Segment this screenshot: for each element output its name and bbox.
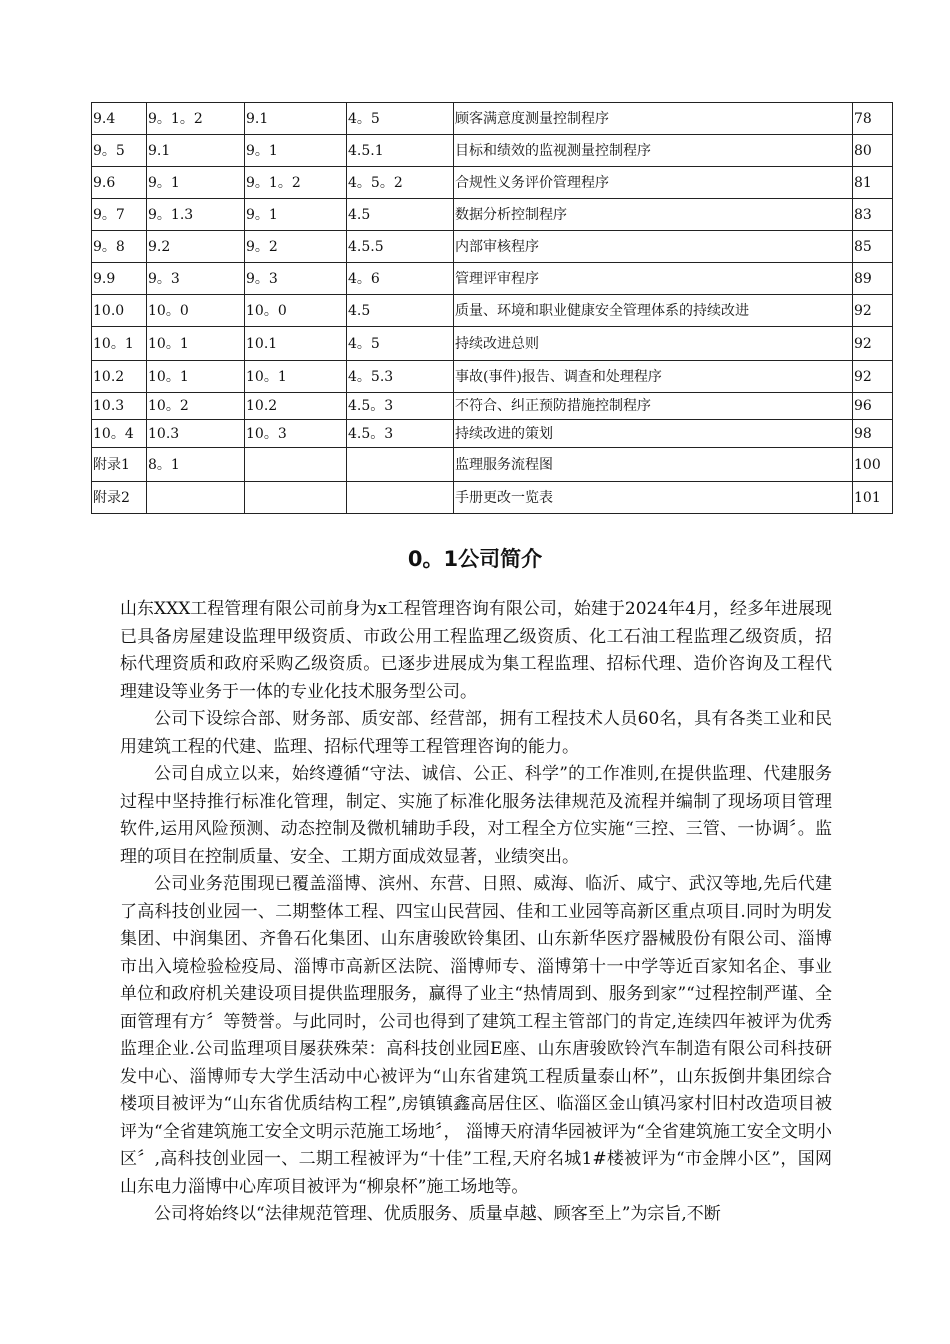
clause-number: 9.9 <box>92 263 147 295</box>
ohsas-clause: 4。5.3 <box>347 361 454 393</box>
table-row <box>92 135 893 167</box>
iso14001-clause: 9。3 <box>245 263 347 295</box>
page-number: 81 <box>853 167 893 199</box>
procedure-title: 内部审核程序 <box>454 231 853 263</box>
clause-number: 10。1 <box>92 327 147 361</box>
iso9001-clause: 10。1 <box>147 327 245 361</box>
iso9001-clause: 10。2 <box>147 393 245 420</box>
procedure-title: 管理评审程序 <box>454 263 853 295</box>
ohsas-clause: 4.5 <box>347 295 454 327</box>
clause-number: 10。4 <box>92 420 147 448</box>
table-row <box>92 295 893 327</box>
iso9001-clause: 10。1 <box>147 361 245 393</box>
ohsas-clause: 4.5。3 <box>347 420 454 448</box>
iso14001-clause: 10。3 <box>245 420 347 448</box>
clause-number: 10.2 <box>92 361 147 393</box>
page-number: 83 <box>853 199 893 231</box>
iso9001-clause: 8。1 <box>147 448 245 482</box>
paragraph: 公司业务范围现已覆盖淄博、滨州、东营、日照、威海、临沂、咸宁、武汉等地,先后代建了高科技创业园一、二期整体工程、四宝山民营园、佳和工业园等高新区重点项目.同时为明发集团、中润集团、齐鲁石化集团、山东唐骏欧铃集团、山东新华医疗器械股份有限公司、淄博市出入境检验检疫局、淄博市高新区法院、淄博师专、淄博第十一中学等近百家知名企、事业单位和政府机关建设项目提供监理服务，赢得了业主“热情周到、服务到家”“过程控制严谨、全面管理有方〞等赞誉。与此同时，公司也得到了建筑工程主管部门的肯定,连续四年被评为优秀监理企业.公司监理项目屡获殊荣：高科技创业园E座、山东唐骏欧铃汽车制造有限公司科技研发中心、淄博师专大学生活动中心被评为“山东省建筑工程质量泰山杯”，山东扳倒井集团综合楼项目被评为“山东省优质结构工程”,房镇镇鑫高居住区、临淄区金山镇冯家村旧村改造项目被评为“全省建筑施工安全文明示范施工场地〞， 淄博天府清华园被评为“全省建筑施工安全文明小区〞,高科技创业园一、二期工程被评为“十佳”工程,天府名城1#楼被评为“市金牌小区”，国网山东电力淄博中心库项目被评为“柳泉杯”施工场地等。 <box>120 874 832 1197</box>
procedure-title: 持续改进总则 <box>454 327 853 361</box>
iso9001-clause: 10。0 <box>147 295 245 327</box>
iso9001-clause: 9。1 <box>147 167 245 199</box>
iso9001-clause: 9。1.3 <box>147 199 245 231</box>
clause-number: 9。7 <box>92 199 147 231</box>
ohsas-clause: 4.5 <box>347 199 454 231</box>
procedure-title: 顾客满意度测量控制程序 <box>454 103 853 135</box>
page-number: 92 <box>853 295 893 327</box>
iso14001-clause: 10.1 <box>245 327 347 361</box>
company-profile-text <box>120 596 832 1229</box>
clause-number: 10.0 <box>92 295 147 327</box>
procedure-title: 监理服务流程图 <box>454 448 853 482</box>
iso14001-clause: 9.1 <box>245 103 347 135</box>
iso14001-clause: 9。2 <box>245 231 347 263</box>
iso9001-clause: 10.3 <box>147 420 245 448</box>
iso9001-clause: 9。1。2 <box>147 103 245 135</box>
ohsas-clause: 4。5 <box>347 103 454 135</box>
ohsas-clause <box>347 482 454 514</box>
page-number: 101 <box>853 482 893 514</box>
iso9001-clause <box>147 482 245 514</box>
iso14001-clause: 9。1。2 <box>245 167 347 199</box>
paragraph: 公司将始终以“法律规范管理、优质服务、质量卓越、顾客至上”为宗旨,不断 <box>154 1204 721 1224</box>
paragraph: 山东XXX工程管理有限公司前身为x工程管理咨询有限公司，始建于2024年4月，经多年进展现已具备房屋建设监理甲级资质、市政公用工程监理乙级资质、化工石油工程监理乙级资质，招标代理资质和政府采购乙级资质。已逐步进展成为集工程监理、招标代理、造价咨询及工程代理建设等业务于一体的专业化技术服务型公司。 <box>120 599 832 702</box>
iso14001-clause <box>245 448 347 482</box>
toc-table <box>91 102 893 514</box>
clause-number: 9。8 <box>92 231 147 263</box>
paragraph: 公司自成立以来，始终遵循“守法、诚信、公正、科学”的工作准则,在提供监理、代建服务过程中坚持推行标准化管理，制定、实施了标准化服务法律规范及流程并编制了现场项目管理软件,运用风险预测、动态控制及微机辅助手段，对工程全方位实施“三控、三管、一协调〞。监理的项目在控制质量、安全、工期方面成效显著，业绩突出。 <box>120 764 832 867</box>
table-row <box>92 448 893 482</box>
iso14001-clause: 10。1 <box>245 361 347 393</box>
table-row <box>92 231 893 263</box>
table-row <box>92 327 893 361</box>
procedure-title: 目标和绩效的监视测量控制程序 <box>454 135 853 167</box>
page-number: 92 <box>853 327 893 361</box>
table-row <box>92 393 893 420</box>
table-row <box>92 420 893 448</box>
clause-number: 9.6 <box>92 167 147 199</box>
iso9001-clause: 9.1 <box>147 135 245 167</box>
table-row <box>92 167 893 199</box>
procedure-title: 不符合、纠正预防措施控制程序 <box>454 393 853 420</box>
table-row <box>92 103 893 135</box>
iso14001-clause: 9。1 <box>245 135 347 167</box>
page-number: 96 <box>853 393 893 420</box>
page-number: 92 <box>853 361 893 393</box>
table-row <box>92 361 893 393</box>
procedure-title: 事故(事件)报告、调查和处理程序 <box>454 361 853 393</box>
ohsas-clause: 4。5。2 <box>347 167 454 199</box>
procedure-title: 质量、环境和职业健康安全管理体系的持续改进 <box>454 295 853 327</box>
procedure-title: 手册更改一览表 <box>454 482 853 514</box>
page-number: 80 <box>853 135 893 167</box>
table-row <box>92 199 893 231</box>
ohsas-clause: 4。6 <box>347 263 454 295</box>
ohsas-clause: 4.5.5 <box>347 231 454 263</box>
clause-number: 9.4 <box>92 103 147 135</box>
iso14001-clause: 9。1 <box>245 199 347 231</box>
page-number: 100 <box>853 448 893 482</box>
paragraph: 公司下设综合部、财务部、质安部、经营部，拥有工程技术人员60名，具有各类工业和民用建筑工程的代建、监理、招标代理等工程管理咨询的能力。 <box>120 709 832 757</box>
ohsas-clause: 4.5。3 <box>347 393 454 420</box>
iso9001-clause: 9.2 <box>147 231 245 263</box>
iso14001-clause <box>245 482 347 514</box>
page-number: 89 <box>853 263 893 295</box>
iso14001-clause: 10。0 <box>245 295 347 327</box>
page-number: 98 <box>853 420 893 448</box>
table-row <box>92 263 893 295</box>
clause-number: 附录2 <box>92 482 147 514</box>
procedure-title: 持续改进的策划 <box>454 420 853 448</box>
clause-number: 10.3 <box>92 393 147 420</box>
iso14001-clause: 10.2 <box>245 393 347 420</box>
clause-number: 附录1 <box>92 448 147 482</box>
clause-number: 9。5 <box>92 135 147 167</box>
ohsas-clause <box>347 448 454 482</box>
procedure-title: 数据分析控制程序 <box>454 199 853 231</box>
page-number: 85 <box>853 231 893 263</box>
iso9001-clause: 9。3 <box>147 263 245 295</box>
page-number: 78 <box>853 103 893 135</box>
procedure-title: 合规性义务评价管理程序 <box>454 167 853 199</box>
ohsas-clause: 4.5.1 <box>347 135 454 167</box>
section-heading: 0。1公司简介 <box>407 547 543 571</box>
table-row <box>92 482 893 514</box>
ohsas-clause: 4。5 <box>347 327 454 361</box>
